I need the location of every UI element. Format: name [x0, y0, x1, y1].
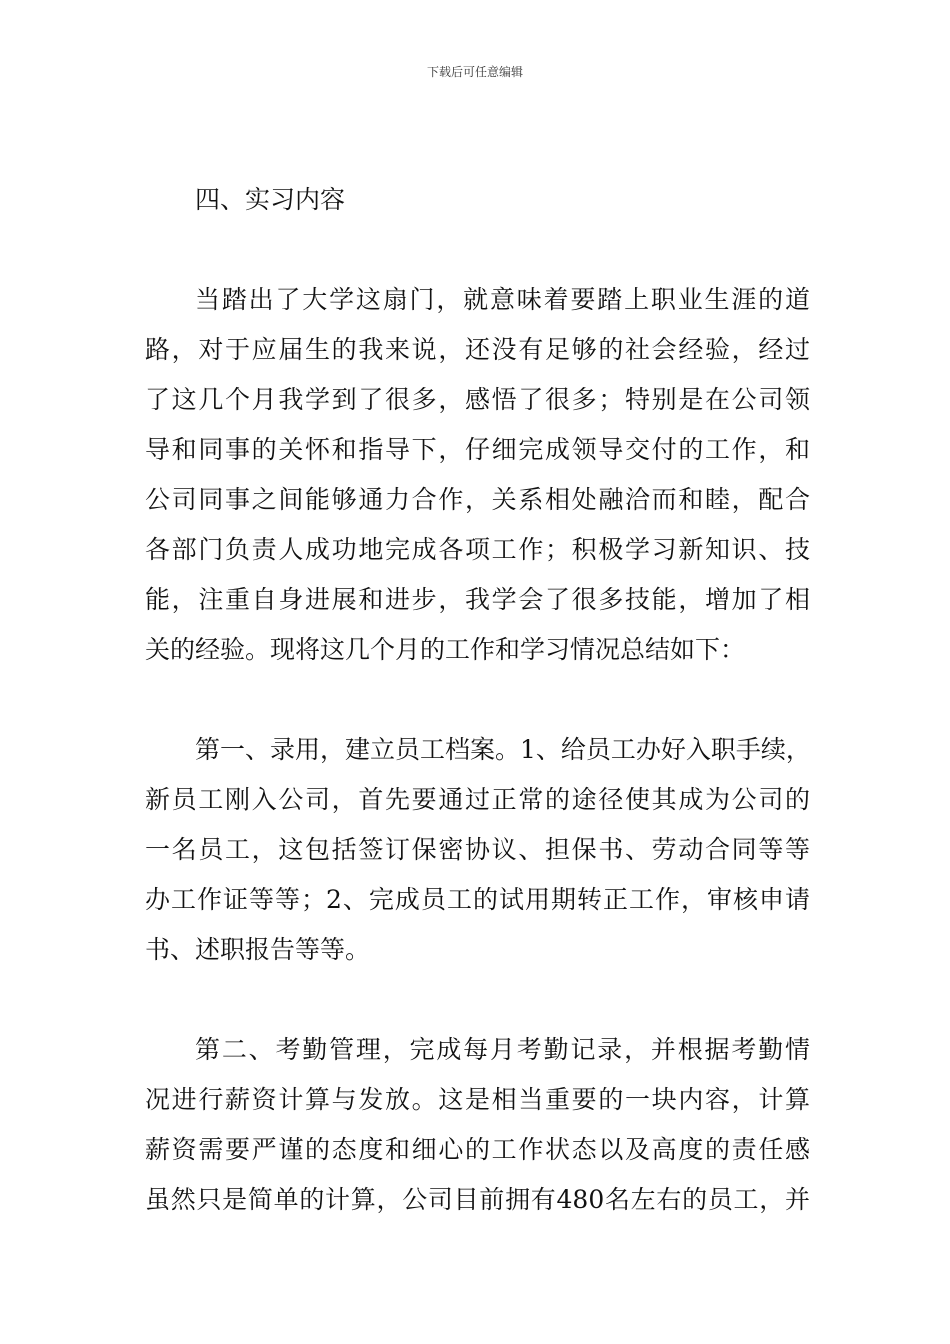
text-line: 各部门负责人成功地完成各项工作；积极学习新知识、技	[145, 535, 810, 564]
paragraph-second-item	[145, 1025, 810, 1225]
text-line: 新员工刚入公司，首先要通过正常的途径使其成为公司的	[145, 785, 810, 814]
text-line: 虽然只是简单的计算，公司目前拥有480名左右的员工，并	[145, 1185, 810, 1214]
text-line: 一名员工，这包括签订保密协议、担保书、劳动合同等等	[145, 835, 810, 864]
text-line: 第二、考勤管理，完成每月考勤记录，并根据考勤情	[195, 1035, 810, 1064]
paragraph-spacer	[145, 675, 810, 725]
page-header-note: 下载后可任意编辑	[426, 65, 523, 79]
document-body	[145, 175, 810, 1225]
text-line: 薪资需要严谨的态度和细心的工作状态以及高度的责任感	[145, 1135, 810, 1164]
text-line: 公司同事之间能够通力合作，关系相处融洽而和睦，配合	[145, 485, 810, 514]
paragraph-spacer	[145, 975, 810, 1025]
text-line: 导和同事的关怀和指导下，仔细完成领导交付的工作，和	[145, 435, 810, 464]
paragraph-first-item	[145, 725, 810, 975]
text-line: 况进行薪资计算与发放。这是相当重要的一块内容，计算	[145, 1085, 810, 1114]
text-line: 能，注重自身进展和进步，我学会了很多技能，增加了相	[145, 585, 810, 614]
text-line: 第一、录用，建立员工档案。1、给员工办好入职手续，	[195, 735, 811, 764]
paragraph-spacer	[145, 225, 810, 275]
text-line: 了这几个月我学到了很多，感悟了很多；特别是在公司领	[145, 385, 810, 414]
text-line: 办工作证等等；2、完成员工的试用期转正工作，审核申请	[145, 885, 810, 914]
paragraph-intro	[145, 275, 810, 675]
text-line: 书、述职报告等等。	[145, 935, 371, 964]
section-heading: 四、实习内容	[195, 185, 346, 214]
text-line: 关的经验。现将这几个月的工作和学习情况总结如下：	[145, 635, 746, 664]
text-line: 当踏出了大学这扇门，就意味着要踏上职业生涯的道	[195, 285, 810, 314]
text-line: 路，对于应届生的我来说，还没有足够的社会经验，经过	[145, 335, 810, 364]
